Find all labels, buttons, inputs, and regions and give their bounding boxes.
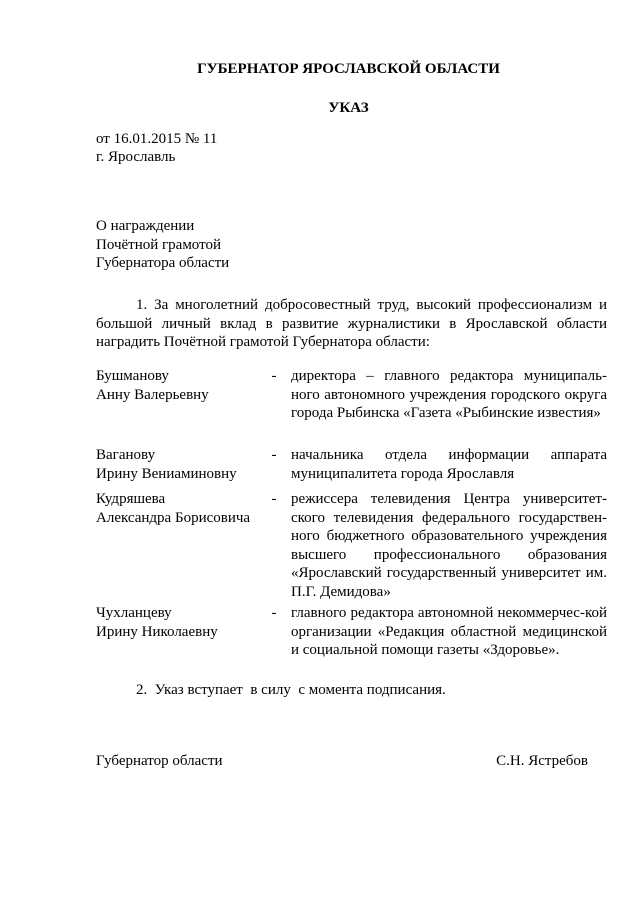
awardee-name [96,490,266,527]
subject-line: Губернатора области [96,255,230,272]
item-2-paragraph: 2. Указ вступает в силу с момента подписания. [136,682,446,698]
separator-dash: - [271,368,277,384]
separator-dash: - [271,447,277,463]
signatory-name: С.Н. Ястребов [496,753,588,769]
document-date-number: от 16.01.2015 № 11 [96,131,218,147]
subject-line: Почётной грамотой [96,236,221,253]
awardee-given-names: Александра Борисовича [96,509,251,526]
item-1-paragraph: 1. За многолетний добросовестный труд, высокий профессионализм и большой личный вклад в развитие журналистики в Ярославской области наградить Почётной грамотой Губернатора области: [96,297,607,351]
awardee-name [96,604,266,641]
document-type-title: УКАЗ [328,100,369,116]
awardee-surname: Кудряшева [96,491,166,507]
separator-dash: - [271,491,277,507]
awardee-position: начальника отдела информации аппарата муниципалитета города Ярославля [291,447,607,482]
awardee-surname: Бушманову [96,368,169,384]
subject-line: О награждении [96,218,195,234]
awardee-position: режиссера телевидения Центра университет-ского телевидения федерального государствен-ного бюджетного образовательного учреждения высшего профессионального образования «Ярославский государственный университет им. П.Г. Демидова» [291,491,607,600]
document-place: г. Ярославль [96,149,176,165]
awardee-given-names: Ирину Вениаминовну [96,465,237,482]
awardee-position: директора – главного редактора муниципаль-ного автономного учреждения городского округа города Рыбинска «Газета «Рыбинские известия» [291,368,607,422]
awardee-position: главного редактора автономной некоммерчес-кой организации «Редакция областной медицинской и социальной помощи газеты «Здоровье». [291,605,607,659]
awardee-surname: Ваганову [96,447,156,463]
awardee-surname: Чухланцеву [96,605,172,621]
awardee-name [96,367,266,404]
document-subject [96,217,229,273]
awardee-given-names: Ирину Николаевну [96,623,218,640]
issuer-heading: ГУБЕРНАТОР ЯРОСЛАВСКОЙ ОБЛАСТИ [197,61,500,77]
awardee-name [96,446,266,483]
separator-dash: - [271,605,277,621]
awardee-given-names: Анну Валерьевну [96,386,209,403]
signatory-title: Губернатор области [96,753,223,769]
